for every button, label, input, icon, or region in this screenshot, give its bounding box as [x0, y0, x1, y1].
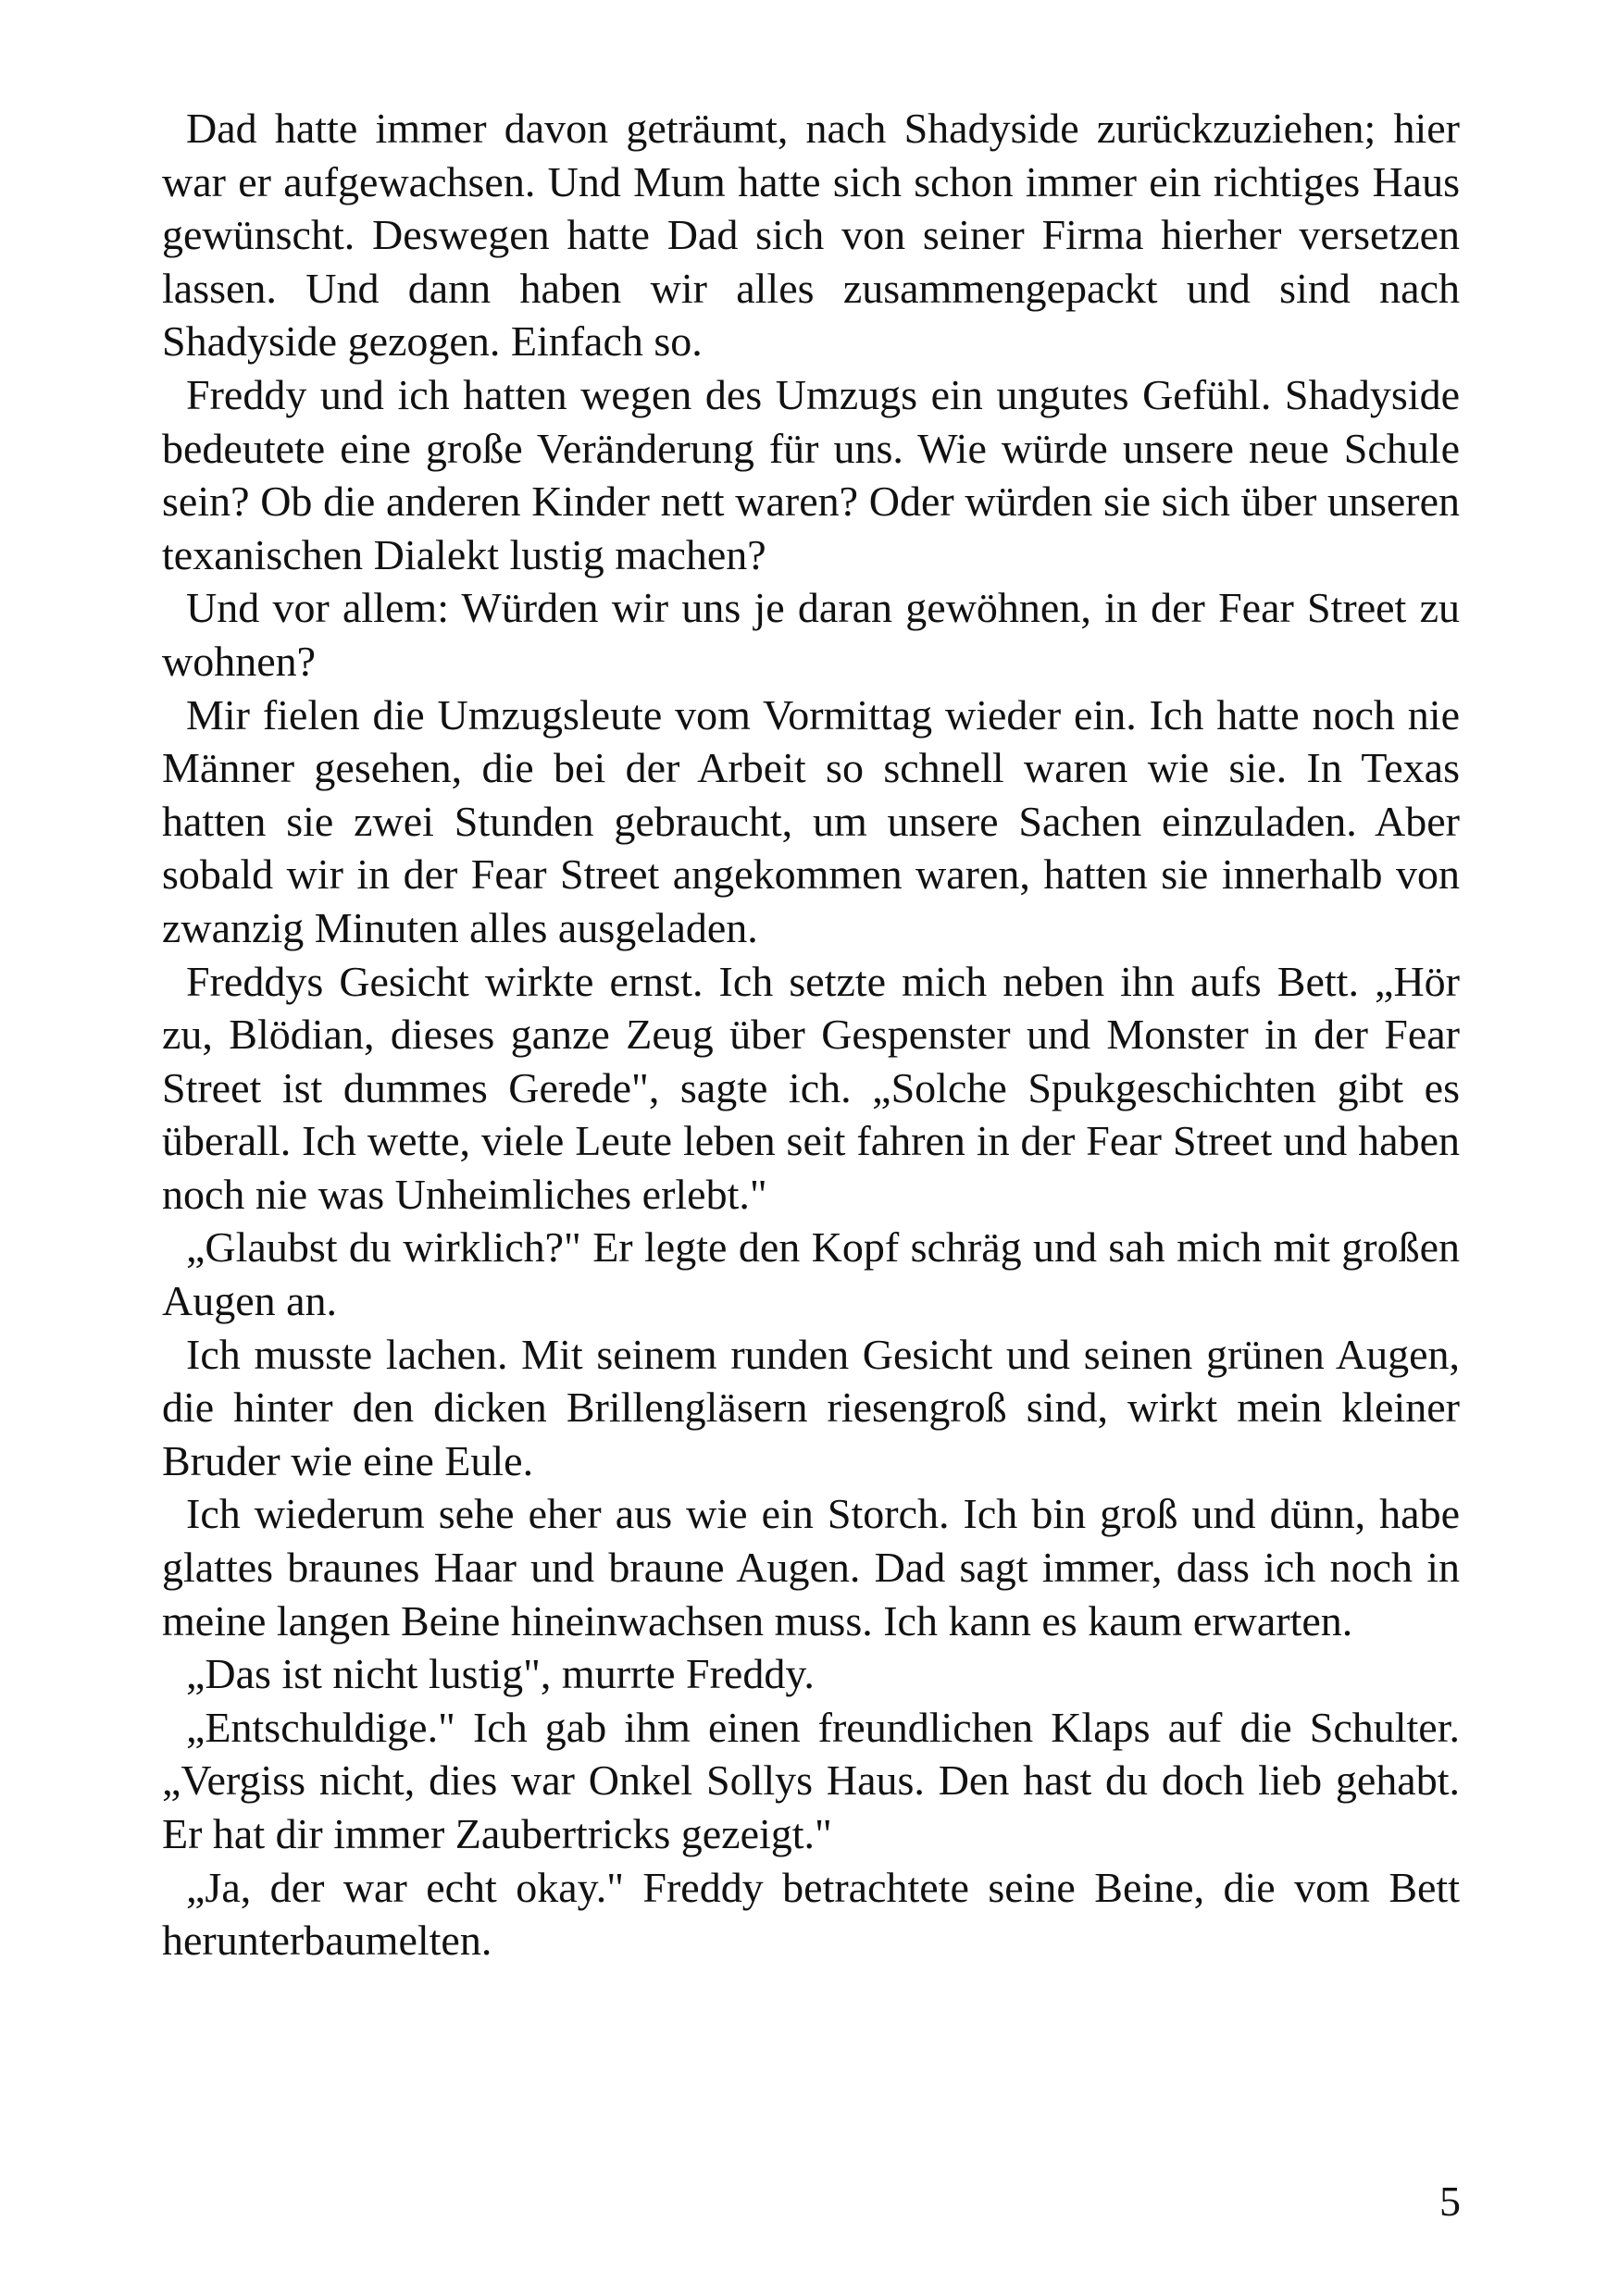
body-text	[162, 102, 1460, 1967]
paragraph-6: „Glaubst du wirklich?" Er legte den Kopf schräg und sah mich mit großen Augen an.	[162, 1223, 1460, 1325]
paragraph-9: „Das ist nicht lustig", murrte Freddy.	[186, 1650, 815, 1698]
paragraph-4: Mir fielen die Umzugsleute vom Vormittag wieder ein. Ich hatte noch nie Männer gesehen, die bei der Arbeit so schnell waren wie sie. In Texas hatten sie zwei Stunden gebraucht, um unsere Sachen einzuladen. Aber sobald wir in der Fear Street angekommen waren, hatten sie innerhalb von zwanzig Minuten alles ausgeladen.	[162, 690, 1460, 951]
paragraph-11: „Ja, der war echt okay." Freddy betrachtete seine Beine, die vom Bett herunterbaumelten.	[162, 1863, 1460, 1965]
paragraph-3: Und vor allem: Würden wir uns je daran gewöhnen, in der Fear Street zu wohnen?	[162, 584, 1460, 685]
paragraph-8: Ich wiederum sehe eher aus wie ein Storch. Ich bin groß und dünn, habe glattes braunes Haar und braune Augen. Dad sagt immer, dass ich noch in meine langen Beine hineinwachsen muss. Ich kann es kaum erwarten.	[162, 1490, 1460, 1644]
paragraph-7: Ich musste lachen. Mit seinem runden Gesicht und seinen grünen Augen, die hinter den dicken Brillengläsern riesengroß sind, wirkt mein kleiner Bruder wie eine Eule.	[162, 1330, 1460, 1484]
paragraph-10: „Entschuldige." Ich gab ihm einen freundlichen Klaps auf die Schulter. „Vergiss nicht, dies war Onkel Sollys Haus. Den hast du doch lieb gehabt. Er hat dir immer Zaubertricks gezeigt."	[162, 1703, 1460, 1857]
page-number: 5	[1439, 2178, 1461, 2225]
paragraph-2: Freddy und ich hatten wegen des Umzugs ein ungutes Gefühl. Shadyside bedeutete eine große Veränderung für uns. Wie würde unsere neue Schule sein? Ob die anderen Kinder nett waren? Oder würden sie sich über unseren texanischen Dialekt lustig machen?	[162, 370, 1460, 578]
paragraph-5: Freddys Gesicht wirkte ernst. Ich setzte mich neben ihn aufs Bett. „Hör zu, Blödian, dieses ganze Zeug über Gespenster und Monster in der Fear Street ist dummes Gerede", sagte ich. „Solche Spukgeschichten gibt es überall. Ich wette, viele Leute leben seit fahren in der Fear Street und haben noch nie was Unheimliches erlebt."	[162, 957, 1460, 1218]
paragraph-1: Dad hatte immer davon geträumt, nach Shadyside zurückzuziehen; hier war er aufgewachsen. Und Mum hatte sich schon immer ein richtiges Haus gewünscht. Deswegen hatte Dad sich von seiner Firma hierher versetzen lassen. Und dann haben wir alles zusammengepackt und sind nach Shadyside gezogen. Einfach so.	[162, 105, 1460, 366]
